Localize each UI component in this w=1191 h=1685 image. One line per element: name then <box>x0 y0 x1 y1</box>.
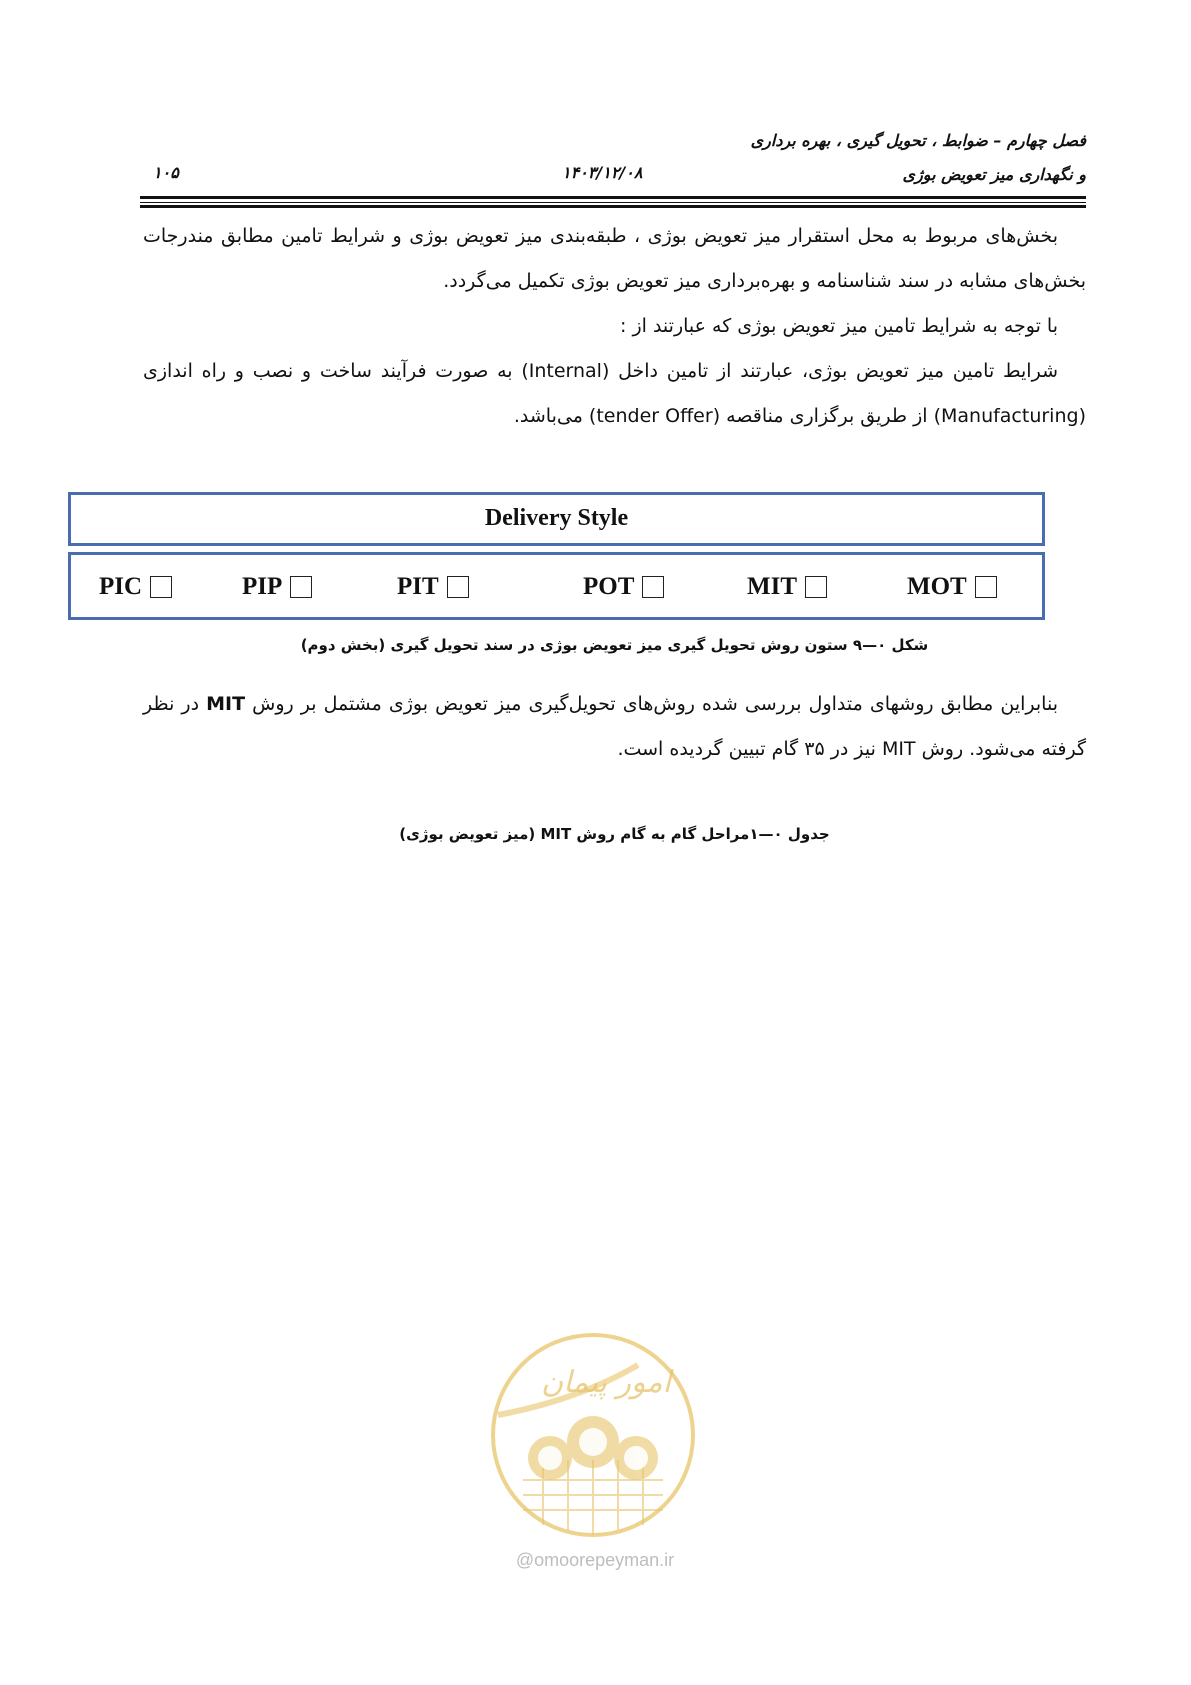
delivery-style-title-box <box>68 492 1045 546</box>
paragraph-text-after: در نظر گرفته می‌شود. روش MIT نیز در ۳۵ گام تبیین گردیده است. <box>143 693 1086 760</box>
at-icon: @ <box>515 1550 535 1570</box>
option-pip <box>242 573 312 601</box>
option-mit <box>747 573 827 601</box>
paragraph-text <box>143 682 1086 772</box>
option-label: MOT <box>907 573 967 600</box>
logo-text: امور پیمان <box>541 1365 671 1400</box>
delivery-style-figure <box>68 492 1045 620</box>
page-number: ۱۰۵ <box>153 163 179 182</box>
mit-bold: MIT <box>206 693 246 715</box>
paragraph-supply-conditions <box>143 349 1086 439</box>
header-date: ۱۴۰۳/۱۲/۰۸ <box>562 163 643 182</box>
option-mot <box>907 573 997 601</box>
delivery-style-title: Delivery Style <box>484 505 629 531</box>
table-caption: جدول ۰—۱مراحل گام به گام روش MIT (میز تعویض بوژی) <box>399 825 830 843</box>
website-text: omoorepeyman.ir <box>534 1550 675 1570</box>
paragraph-mit-method <box>143 682 1086 772</box>
option-pit <box>397 573 469 601</box>
checkbox-pip[interactable] <box>290 576 312 598</box>
figure-caption: شکل ۰—۹ ستون روش تحویل گیری میز تعویض بوژی در سند تحویل گیری (بخش دوم) <box>300 636 929 654</box>
paragraph-text: شرایط تامین میز تعویض بوژی، عبارتند از تامین داخل (Internal) به صورت فرآیند ساخت و نصب و راه اندازی (Manufacturing) از طریق برگزاری مناقصه (tender Offer) می‌باشد. <box>143 360 1086 427</box>
header-rule-thick <box>140 205 1086 208</box>
paragraph-text-before: بنابراین مطابق روشهای متداول بررسی شده روش‌های تحویل‌گیری میز تعویض بوژی مشتمل بر روش <box>245 693 1058 715</box>
option-label: PIC <box>99 573 143 600</box>
paragraph-supply-intro <box>143 304 1086 349</box>
paragraph-supply-sections <box>143 214 1086 304</box>
delivery-style-options-box <box>68 552 1045 620</box>
paragraph-text: بخش‌های مربوط به محل استقرار میز تعویض بوژی ، طبقه‌بندی میز تعویض بوژی و شرایط تامین مطابق مندرجات بخش‌های مشابه در سند شناسنامه و بهره‌برداری میز تعویض بوژی تکمیل می‌گردد. <box>143 225 1086 292</box>
header-chapter-subtitle: و نگهداری میز تعویض بوژی <box>902 165 1086 184</box>
checkbox-pic[interactable] <box>150 576 172 598</box>
option-label: POT <box>583 573 635 600</box>
header-chapter-title: فصل چهارم – ضوابط ، تحویل گیری ، بهره برداری <box>750 131 1086 150</box>
option-label: PIT <box>397 573 439 600</box>
header-rule-thick <box>140 196 1086 199</box>
website-watermark <box>490 1550 700 1571</box>
option-label: PIP <box>242 573 283 600</box>
company-logo-icon <box>488 1330 698 1540</box>
option-pot <box>583 573 664 601</box>
checkbox-pit[interactable] <box>447 576 469 598</box>
paragraph-text: با توجه به شرایط تامین میز تعویض بوژی که عبارتند از : <box>620 315 1058 337</box>
checkbox-mit[interactable] <box>805 576 827 598</box>
option-pic <box>99 573 172 601</box>
header-rule-thin <box>140 202 1086 203</box>
checkbox-pot[interactable] <box>642 576 664 598</box>
option-label: MIT <box>747 573 797 600</box>
checkbox-mot[interactable] <box>975 576 997 598</box>
